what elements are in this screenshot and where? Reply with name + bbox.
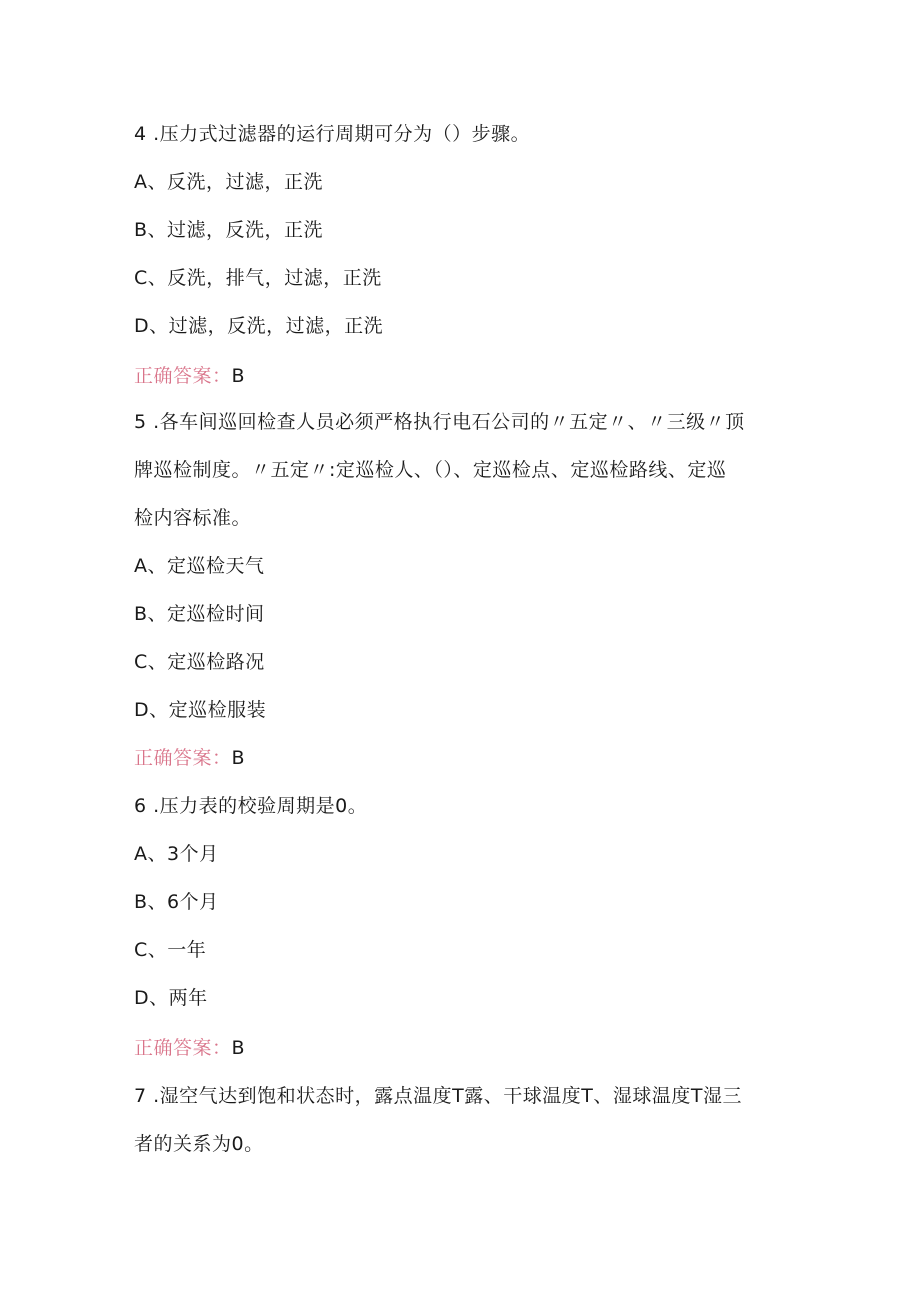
- question-5-answer: [134, 744, 245, 772]
- question-5-option-a: A、定巡检天气: [134, 555, 265, 577]
- answer-value: B: [231, 1037, 246, 1059]
- answer-label: 正确答案：: [134, 747, 232, 769]
- answer-label: 正确答案：: [134, 1037, 232, 1059]
- question-6-stem: 6 .压力表的校验周期是0。: [134, 795, 368, 817]
- question-5-option-b: B、定巡检时间: [134, 603, 265, 625]
- answer-label: 正确答案：: [134, 365, 232, 387]
- question-4-option-a: A、反洗，过滤，正洗: [134, 171, 323, 193]
- answer-value: B: [231, 365, 246, 387]
- answer-value: B: [231, 747, 246, 769]
- question-5-stem-line-3: 检内容标准。: [134, 507, 252, 529]
- question-5-option-c: C、定巡检路况: [134, 651, 265, 673]
- question-4-option-c: C、反洗，排气，过滤，正洗: [134, 267, 382, 289]
- question-4-stem: 4 .压力式过滤器的运行周期可分为（）步骤。: [134, 123, 531, 145]
- question-5-stem-line-1: 5 .各车间巡回检查人员必须严格执行电石公司的〃五定〃、〃三级〃顶: [134, 411, 745, 433]
- question-6-option-a: A、3个月: [134, 843, 219, 865]
- question-4-option-b: B、过滤，反洗，正洗: [134, 219, 324, 241]
- question-7-stem-line-1: 7 .湿空气达到饱和状态时，露点温度T露、干球温度T、湿球温度T湿三: [134, 1085, 742, 1107]
- question-7-stem-line-2: 者的关系为0。: [134, 1133, 264, 1155]
- question-5-option-d: D、定巡检服装: [134, 699, 267, 721]
- question-4-answer: [134, 362, 245, 390]
- question-6-option-b: B、6个月: [134, 891, 219, 913]
- question-6-option-c: C、一年: [134, 939, 207, 961]
- question-6-option-d: D、两年: [134, 987, 208, 1009]
- question-5-stem-line-2: 牌巡检制度。〃五定〃:定巡检人、（）、定巡检点、定巡检路线、定巡: [134, 459, 727, 481]
- question-4-option-d: D、过滤，反洗，过滤，正洗: [134, 315, 384, 337]
- question-6-answer: [134, 1034, 245, 1062]
